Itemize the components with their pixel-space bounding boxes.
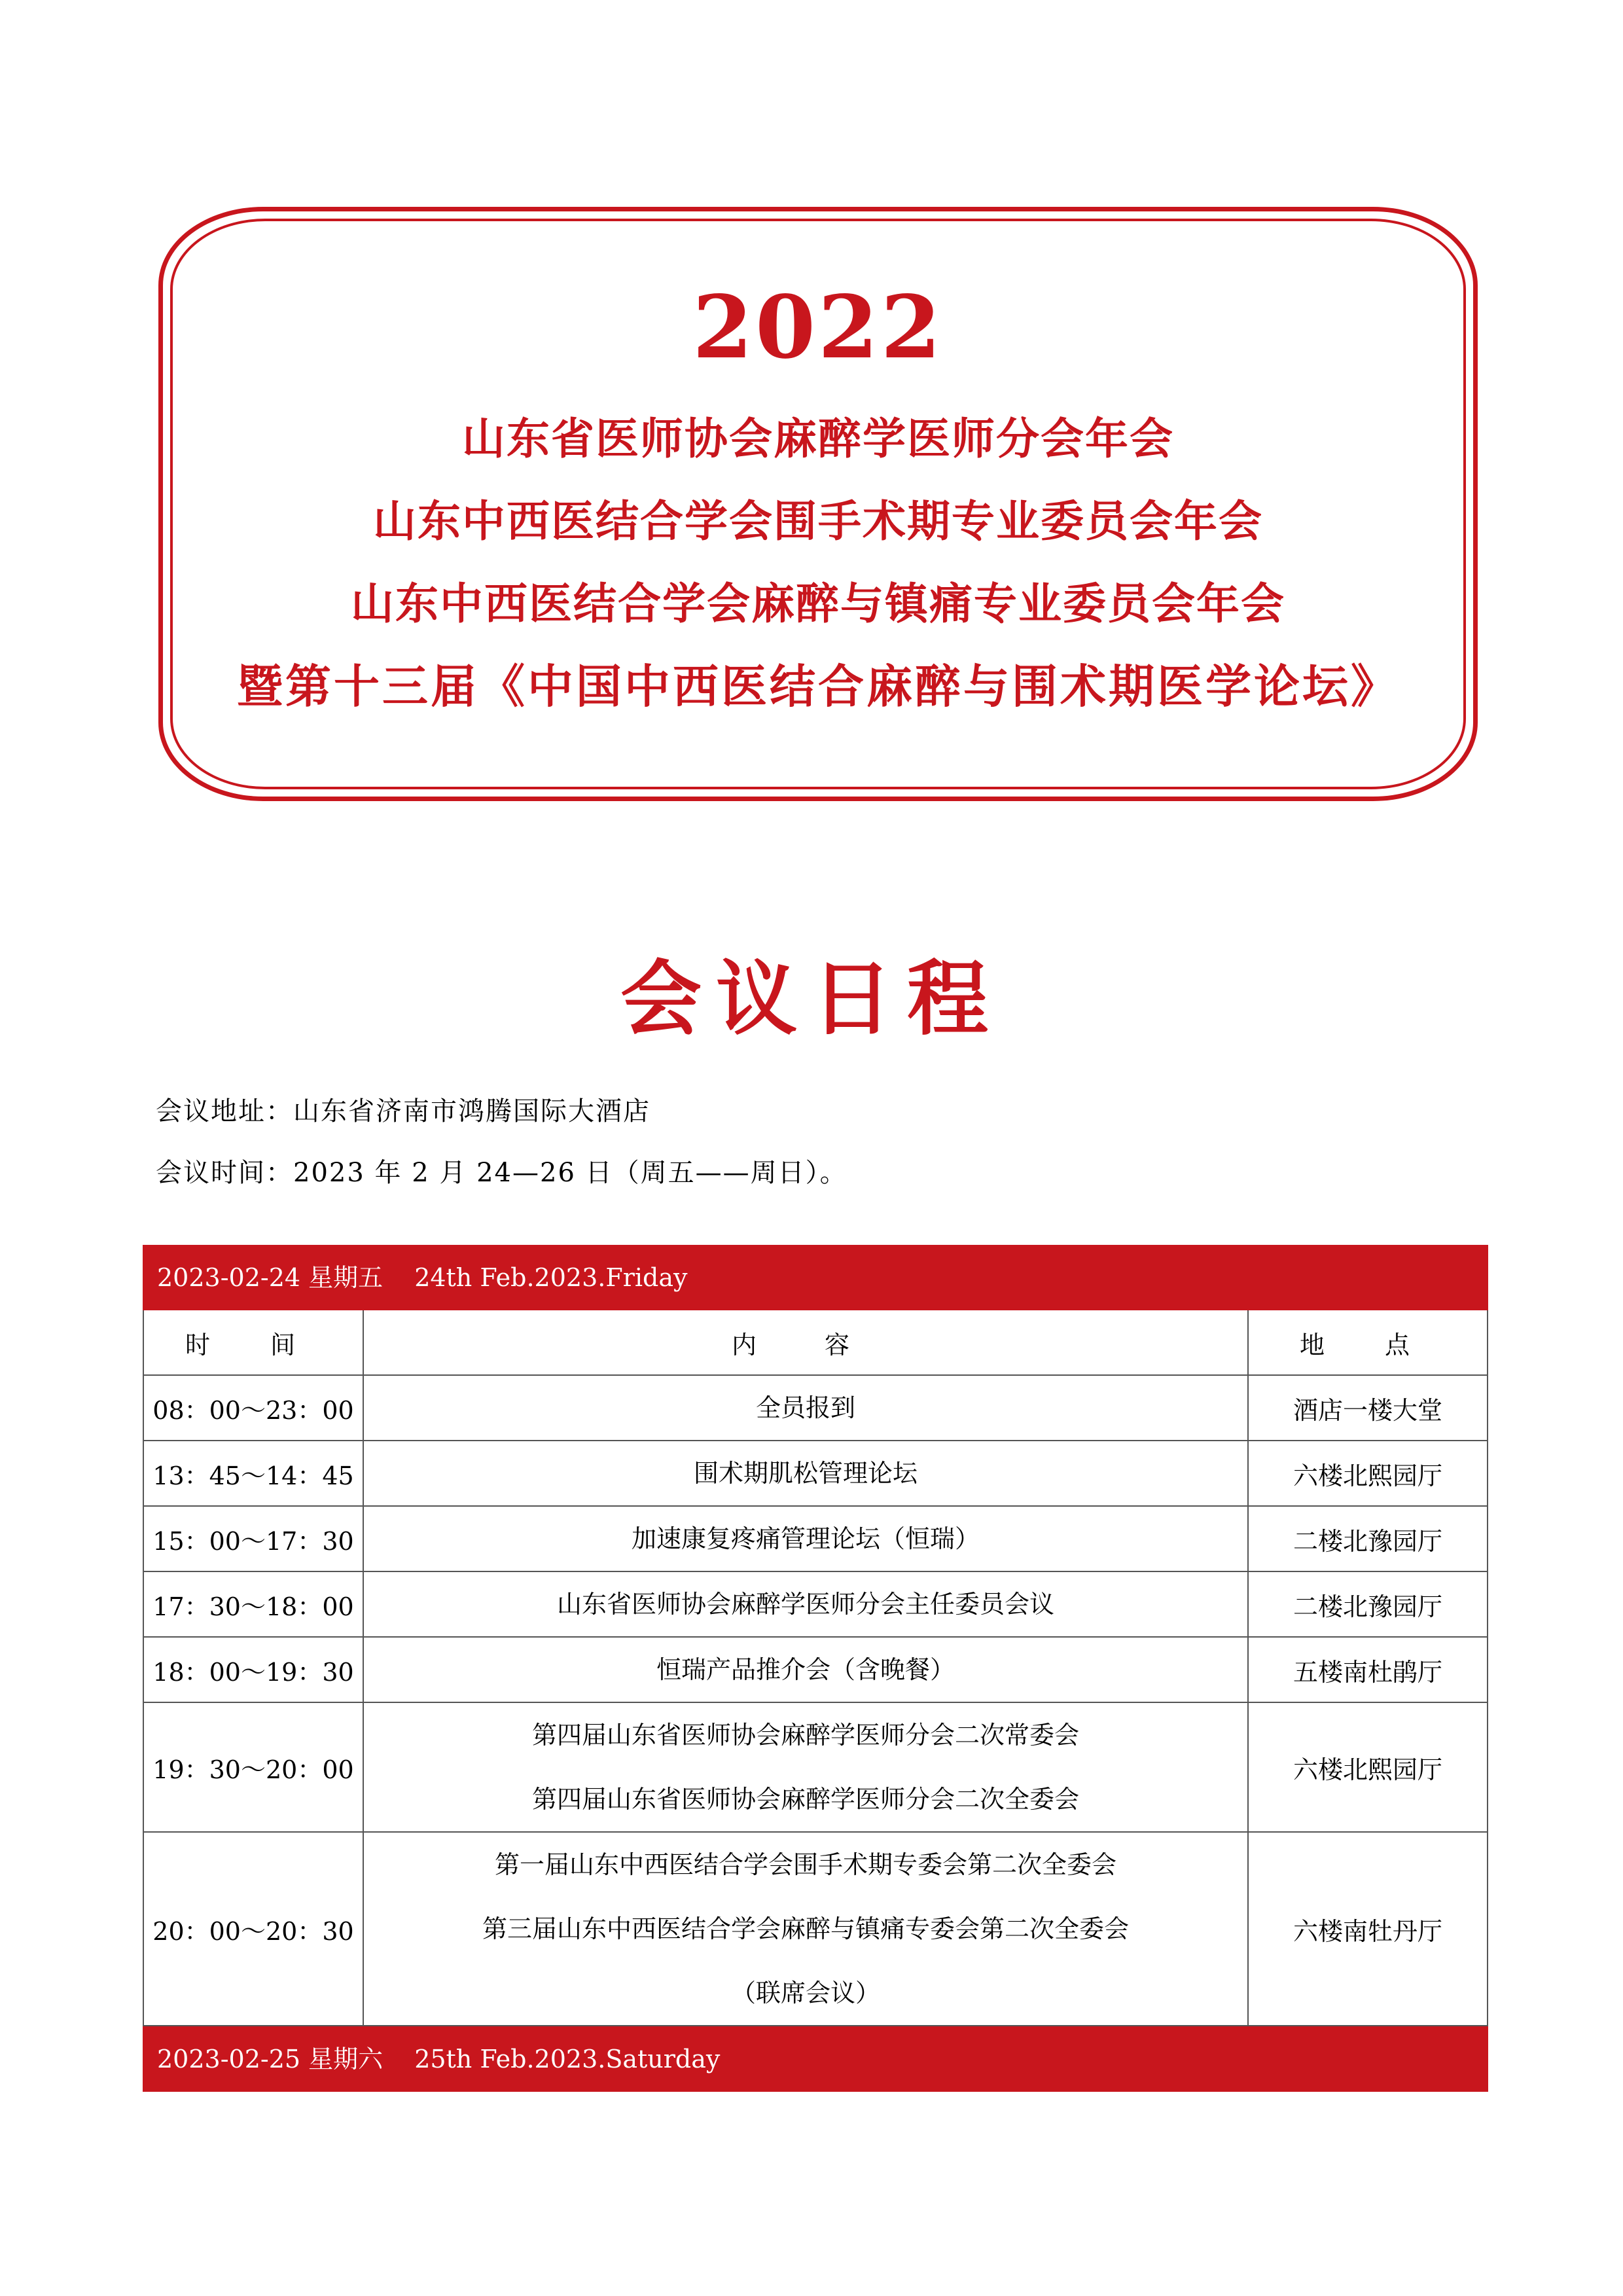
table-row bbox=[143, 1703, 1488, 1833]
row-place: 六楼北熙园厅 bbox=[1293, 1755, 1442, 1784]
table-header-row bbox=[143, 1310, 1488, 1376]
row-content bbox=[364, 1376, 1249, 1440]
row-content bbox=[364, 1833, 1249, 2025]
row-content bbox=[364, 1703, 1249, 1831]
row-place: 六楼北熙园厅 bbox=[1293, 1461, 1442, 1490]
header-time: 时 间 bbox=[144, 1310, 364, 1374]
header-content: 内 容 bbox=[364, 1310, 1249, 1374]
title-line-1: 山东省医师协会麻醉学医师分会年会 bbox=[462, 414, 1174, 464]
row-time: 13：45～14：45 bbox=[144, 1441, 364, 1505]
row-content-line: 第四届山东省医师协会麻醉学医师分会二次全委会 bbox=[531, 1785, 1079, 1814]
title-block bbox=[158, 207, 1478, 801]
row-place: 五楼南杜鹃厅 bbox=[1293, 1657, 1442, 1687]
row-content-line: 第一届山东中西医结合学会围手术期专委会第二次全委会 bbox=[494, 1850, 1116, 1879]
row-place: 二楼北豫园厅 bbox=[1293, 1592, 1442, 1621]
day-date-en: 25th Feb.2023.Saturday bbox=[414, 2045, 721, 2073]
table-row bbox=[143, 1572, 1488, 1638]
row-content bbox=[364, 1638, 1249, 1702]
day-date-cn: 2023-02-24 星期五 bbox=[157, 1263, 383, 1292]
day-header-bar bbox=[143, 2026, 1488, 2092]
row-time: 18：00～19：30 bbox=[144, 1638, 364, 1702]
row-time: 20：00～20：30 bbox=[144, 1833, 364, 2025]
table-row bbox=[143, 1376, 1488, 1441]
schedule-table bbox=[143, 1245, 1488, 2092]
row-time: 19：30～20：00 bbox=[144, 1703, 364, 1831]
title-line-3: 山东中西医结合学会麻醉与镇痛专业委员会年会 bbox=[351, 579, 1285, 629]
day-header-bar bbox=[143, 1245, 1488, 1310]
row-content-line: 全员报到 bbox=[755, 1393, 855, 1422]
row-content-line: 第四届山东省医师协会麻醉学医师分会二次常委会 bbox=[531, 1721, 1079, 1749]
row-content bbox=[364, 1441, 1249, 1505]
row-content-line: 第三届山东中西医结合学会麻醉与镇痛专委会第二次全委会 bbox=[482, 1914, 1129, 1943]
row-time: 17：30～18：00 bbox=[144, 1572, 364, 1636]
row-content-line: 加速康复疼痛管理论坛（恒瑞） bbox=[631, 1524, 980, 1553]
row-content bbox=[364, 1572, 1249, 1636]
day-date-en: 24th Feb.2023.Friday bbox=[414, 1263, 688, 1292]
row-place: 六楼南牡丹厅 bbox=[1293, 1916, 1442, 1946]
table-row bbox=[143, 1638, 1488, 1703]
row-place: 二楼北豫园厅 bbox=[1293, 1526, 1442, 1556]
row-content bbox=[364, 1507, 1249, 1571]
row-content-line: 恒瑞产品推介会（含晚餐） bbox=[656, 1655, 955, 1684]
title-line-4: 暨第十三届《中国中西医结合麻醉与围术期医学论坛》 bbox=[237, 659, 1399, 713]
schedule-heading: 会议日程 bbox=[620, 952, 1003, 1047]
title-year: 2022 bbox=[692, 277, 944, 378]
row-place: 酒店一楼大堂 bbox=[1293, 1395, 1442, 1425]
row-content-line: 围术期肌松管理论坛 bbox=[693, 1459, 918, 1488]
title-line-2: 山东中西医结合学会围手术期专业委员会年会 bbox=[373, 496, 1263, 547]
table-row bbox=[143, 1441, 1488, 1507]
table-row bbox=[143, 1833, 1488, 2026]
table-row bbox=[143, 1507, 1488, 1572]
day-date-cn: 2023-02-25 星期六 bbox=[157, 2045, 383, 2073]
header-place: 地 点 bbox=[1299, 1330, 1436, 1359]
row-content-line: 山东省医师协会麻醉学医师分会主任委员会议 bbox=[556, 1590, 1054, 1619]
row-content-line: （联席会议） bbox=[730, 1979, 880, 2007]
row-time: 08：00～23：00 bbox=[144, 1376, 364, 1440]
row-time: 15：00～17：30 bbox=[144, 1507, 364, 1571]
meeting-time: 会议时间：2023 年 2 月 24—26 日（周五——周日）。 bbox=[156, 1158, 847, 1188]
meeting-address: 会议地址：山东省济南市鸿腾国际大酒店 bbox=[156, 1096, 651, 1126]
